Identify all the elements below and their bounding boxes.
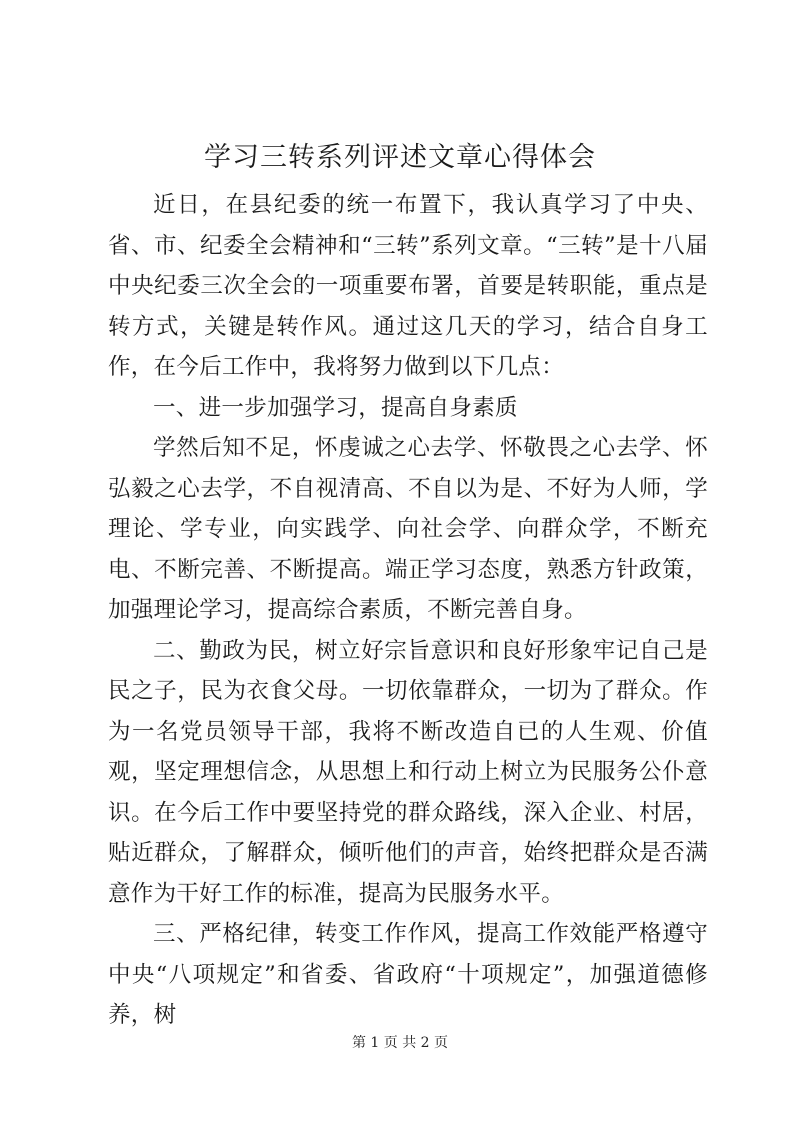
- section-heading-1: 一、进一步加强学习，提高自身素质: [153, 394, 518, 421]
- paragraph-section-2: 二、勤政为民，树立好宗旨意识和良好形象牢记自己是民之子，民为衣食父母。一切依靠群众，一切为了群众。作为一名党员领导干部，我将不断改造自已的人生观、价值观，坚定理想信念，从思想上和行动上树立为民服务公仆意识。在今后工作中要坚持党的群众路线，深入企业、村居，贴近群众，了解群众，倾听他们的声音，始终把群众是否满意作为干好工作的标准，提高为民服务水平。: [108, 637, 708, 907]
- document-body: [108, 185, 708, 1036]
- paragraph-section-3: 三、严格纪律，转变工作作风，提高工作效能严格遵守中央“八项规定”和省委、省政府“十项规定”，加强道德修养，树: [108, 921, 708, 1028]
- paragraph-intro: 近日，在县纪委的统一布置下，我认真学习了中央、省、市、纪委全会精神和“三转”系列文章。“三转”是十八届中央纪委三次全会的一项重要布署，首要是转职能，重点是转方式，关键是转作风。通过这几天的学习，结合自身工作，在今后工作中，我将努力做到以下几点：: [108, 192, 708, 380]
- paragraph-section-1: 学然后知不足，怀虔诚之心去学、怀敬畏之心去学、怀弘毅之心去学，不自视清高、不自以为是、不好为人师，学理论、学专业，向实践学、向社会学、向群众学，不断充电、不断完善、不断提高。端正学习态度，熟悉方针政策，加强理论学习，提高综合素质，不断完善自身。: [108, 435, 708, 623]
- document-title: 学习三转系列评述文章心得体会: [204, 142, 596, 173]
- page-footer: 第 1 页 共 2 页: [351, 1035, 449, 1051]
